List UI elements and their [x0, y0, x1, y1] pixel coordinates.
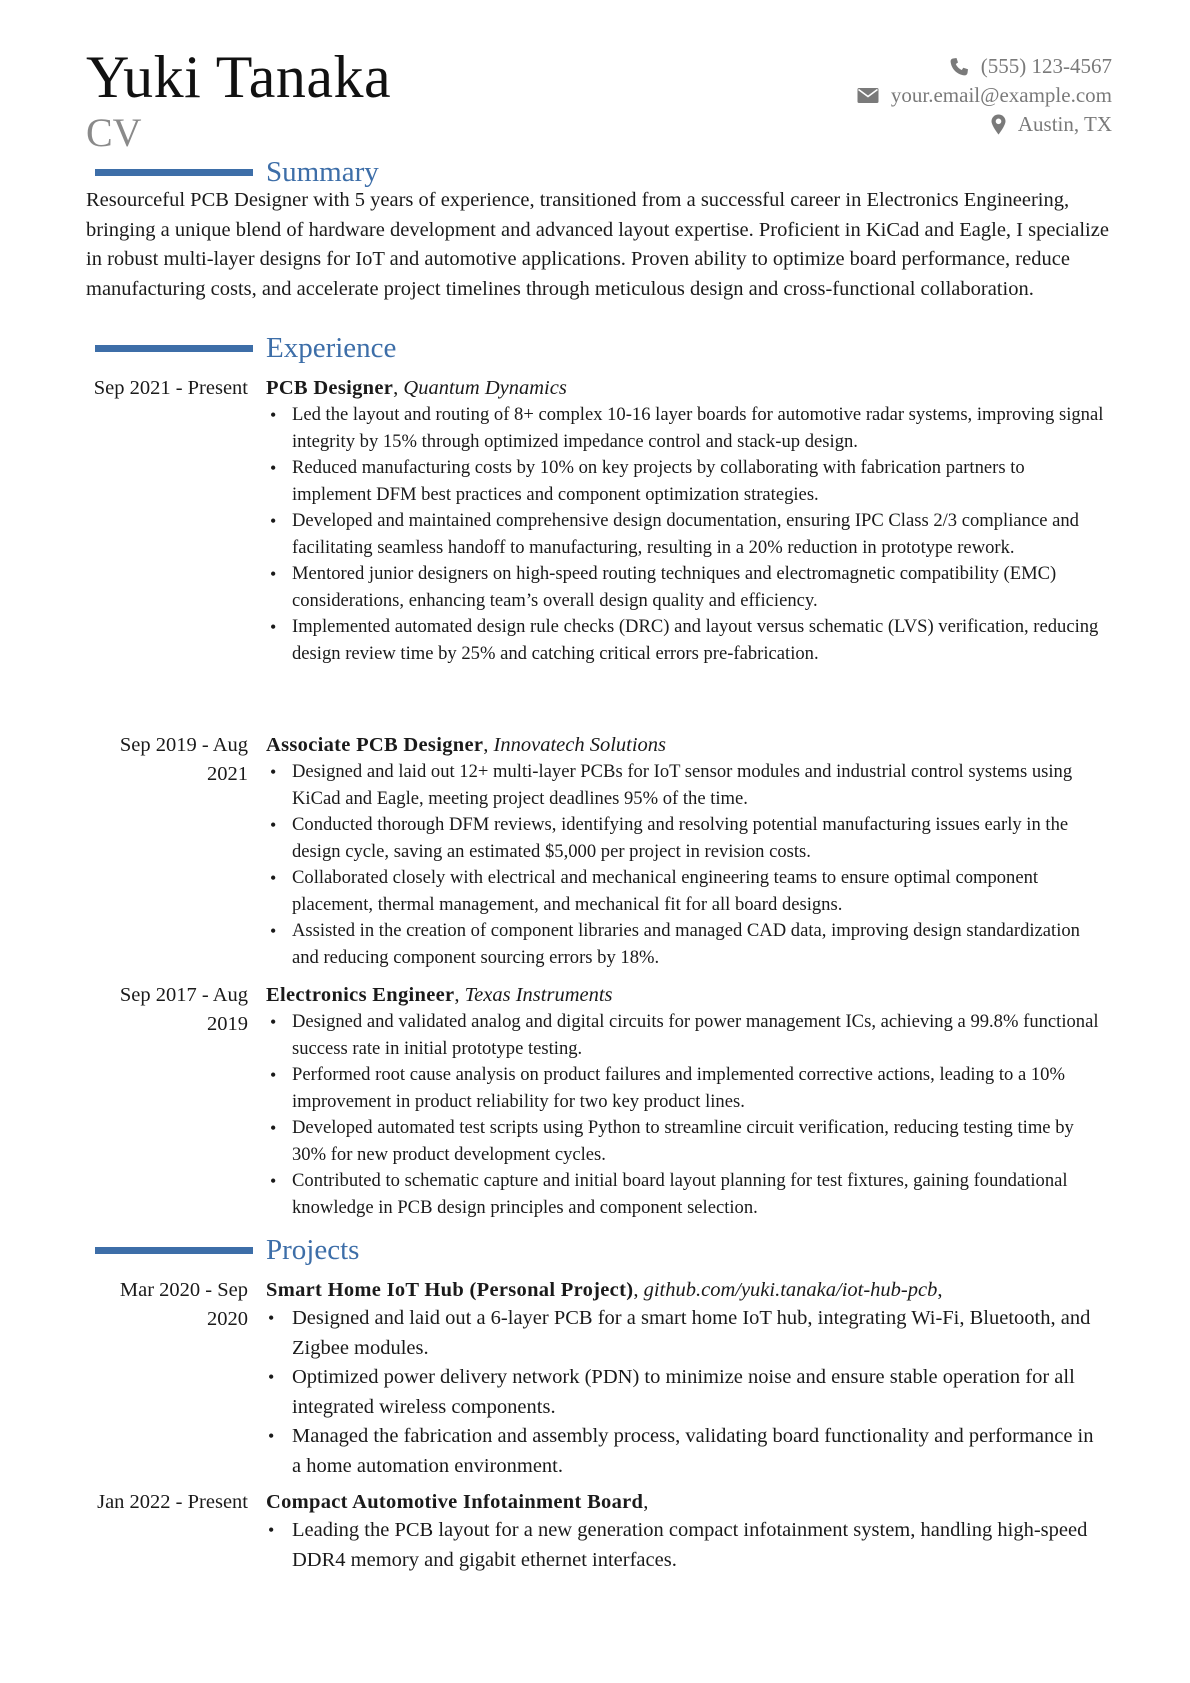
bullet-list [266, 759, 1106, 971]
bullet-list [266, 1516, 1106, 1575]
contact-email [857, 81, 1112, 110]
location-text: Austin, TX [1017, 112, 1112, 136]
bullet-item: • Developed automated test scripts using Python to streamline circuit verification, reducing testing time by 30% for new product development cycles. [292, 1115, 1106, 1168]
employer: Innovatech Solutions [493, 734, 667, 756]
bullet-list [266, 1304, 1106, 1481]
project-link[interactable]: github.com/yuki.tanaka/iot-hub-pcb [643, 1279, 938, 1301]
bullet-item: • Assisted in the creation of component libraries and managed CAD data, improving design standardization and reducing component sourcing errors by 18%. [292, 918, 1106, 971]
contact-location [857, 110, 1112, 139]
entry-body [266, 1276, 1106, 1481]
job-title: Electronics Engineer [266, 984, 455, 1006]
entry-body [266, 374, 1106, 667]
employer: Texas Instruments [464, 984, 613, 1006]
contact-block [857, 52, 1112, 139]
bullet-list [266, 1009, 1106, 1221]
bullet-item: • Optimized power delivery network (PDN) to minimize noise and ensure stable operation for all integrated wireless components. [292, 1363, 1106, 1422]
bullet-item: • Reduced manufacturing costs by 10% on key projects by collaborating with fabrication partners to implement DFM best practices and component optimization strategies. [292, 455, 1106, 508]
entry-date: Sep 2017 - Aug 2019 [119, 984, 248, 1035]
entry-body [266, 731, 1106, 971]
section-rule [95, 169, 253, 176]
map-pin-icon [991, 114, 1018, 135]
bullet-item: • Collaborated closely with electrical and mechanical engineering teams to ensure optimal component placement, thermal management, and mechanical fit for all board designs. [292, 865, 1106, 918]
envelope-icon [857, 87, 891, 104]
bullet-item: • Designed and laid out a 6-layer PCB for a smart home IoT hub, integrating Wi-Fi, Bluetooth, and Zigbee modules. [292, 1304, 1106, 1363]
entry-date: Sep 2021 - Present [93, 377, 248, 399]
entry-title: Associate PCB Designer, Innovatech Solutions [266, 734, 667, 756]
summary-text: Resourceful PCB Designer with 5 years of experience, transitioned from a successful career in Electronics Engineering, bringing a unique blend of hardware development and advanced layout expertise. Proficient in KiCad and Eagle, I specialize in robust multi-layer designs for IoT and automotive applications. Proven ability to optimize board performance, reduce manufacturing costs, and accelerate project timelines through meticulous design and cross-functional collaboration. [86, 189, 1109, 300]
bullet-item: • Mentored junior designers on high-speed routing techniques and electromagnetic compatibility (EMC) considerations, enhancing team’s overall design quality and efficiency. [292, 561, 1106, 614]
section-rule [95, 345, 253, 352]
section-title: Experience [266, 332, 397, 364]
projects-heading [95, 1233, 359, 1267]
bullet-list [266, 402, 1106, 667]
section-rule [95, 1247, 253, 1254]
job-title: Associate PCB Designer [266, 734, 484, 756]
contact-phone [857, 52, 1112, 81]
bullet-item: • Contributed to schematic capture and initial board layout planning for test fixtures, gaining foundational knowledge in PCB design principles and component selection. [292, 1168, 1106, 1221]
entry-body [266, 1488, 1106, 1575]
bullet-item: • Conducted thorough DFM reviews, identifying and resolving potential manufacturing issues early in the design cycle, saving an estimated $5,000 per project in revision costs. [292, 812, 1106, 865]
bullet-item: • Implemented automated design rule checks (DRC) and layout versus schematic (LVS) verification, reducing design review time by 25% and catching critical errors pre-fabrication. [292, 614, 1106, 667]
section-title: Projects [266, 1234, 360, 1266]
summary-heading [95, 155, 379, 189]
bullet-item: • Led the layout and routing of 8+ complex 10-16 layer boards for automotive radar systems, improving signal integrity by 15% through optimized impedance control and stack-up design. [292, 402, 1106, 455]
entry-title: Electronics Engineer, Texas Instruments [266, 984, 613, 1006]
employer: Quantum Dynamics [403, 377, 567, 399]
entry-body [266, 981, 1106, 1221]
email-text[interactable]: your.email@example.com [890, 83, 1112, 107]
bullet-item: • Designed and validated analog and digital circuits for power management ICs, achieving a 99.8% functional success rate in initial prototype testing. [292, 1009, 1106, 1062]
bullet-item: • Performed root cause analysis on product failures and implemented corrective actions, leading to a 10% improvement in product reliability for two key product lines. [292, 1062, 1106, 1115]
bullet-item: • Leading the PCB layout for a new generation compact infotainment system, handling high-speed DDR4 memory and gigabit ethernet interfaces. [292, 1516, 1106, 1575]
bullet-item: • Designed and laid out 12+ multi-layer PCBs for IoT sensor modules and industrial control systems using KiCad and Eagle, meeting project deadlines 95% of the time. [292, 759, 1106, 812]
project-name: Compact Automotive Infotainment Board [266, 1491, 644, 1513]
section-title: Summary [266, 156, 379, 188]
entry-title: Smart Home IoT Hub (Personal Project), github.com/yuki.tanaka/iot-hub-pcb, [266, 1279, 943, 1301]
entry-title: PCB Designer, Quantum Dynamics [266, 377, 567, 399]
phone-text[interactable]: (555) 123-4567 [980, 54, 1112, 78]
bullet-item: • Managed the fabrication and assembly process, validating board functionality and performance in a home automation environment. [292, 1422, 1106, 1481]
project-name: Smart Home IoT Hub (Personal Project) [266, 1279, 634, 1301]
phone-icon [949, 57, 981, 77]
candidate-name: Yuki Tanaka [86, 44, 392, 110]
entry-title: Compact Automotive Infotainment Board, [266, 1491, 649, 1513]
entry-date: Jan 2022 - Present [97, 1491, 248, 1513]
job-title: PCB Designer [266, 377, 394, 399]
bullet-item: • Developed and maintained comprehensive design documentation, ensuring IPC Class 2/3 compliance and facilitating seamless handoff to manufacturing, resulting in a 20% reduction in prototype rework. [292, 508, 1106, 561]
experience-heading [95, 331, 396, 365]
document-type: CV [86, 110, 142, 155]
entry-date: Sep 2019 - Aug 2021 [119, 734, 248, 785]
entry-date: Mar 2020 - Sep 2020 [119, 1279, 248, 1330]
